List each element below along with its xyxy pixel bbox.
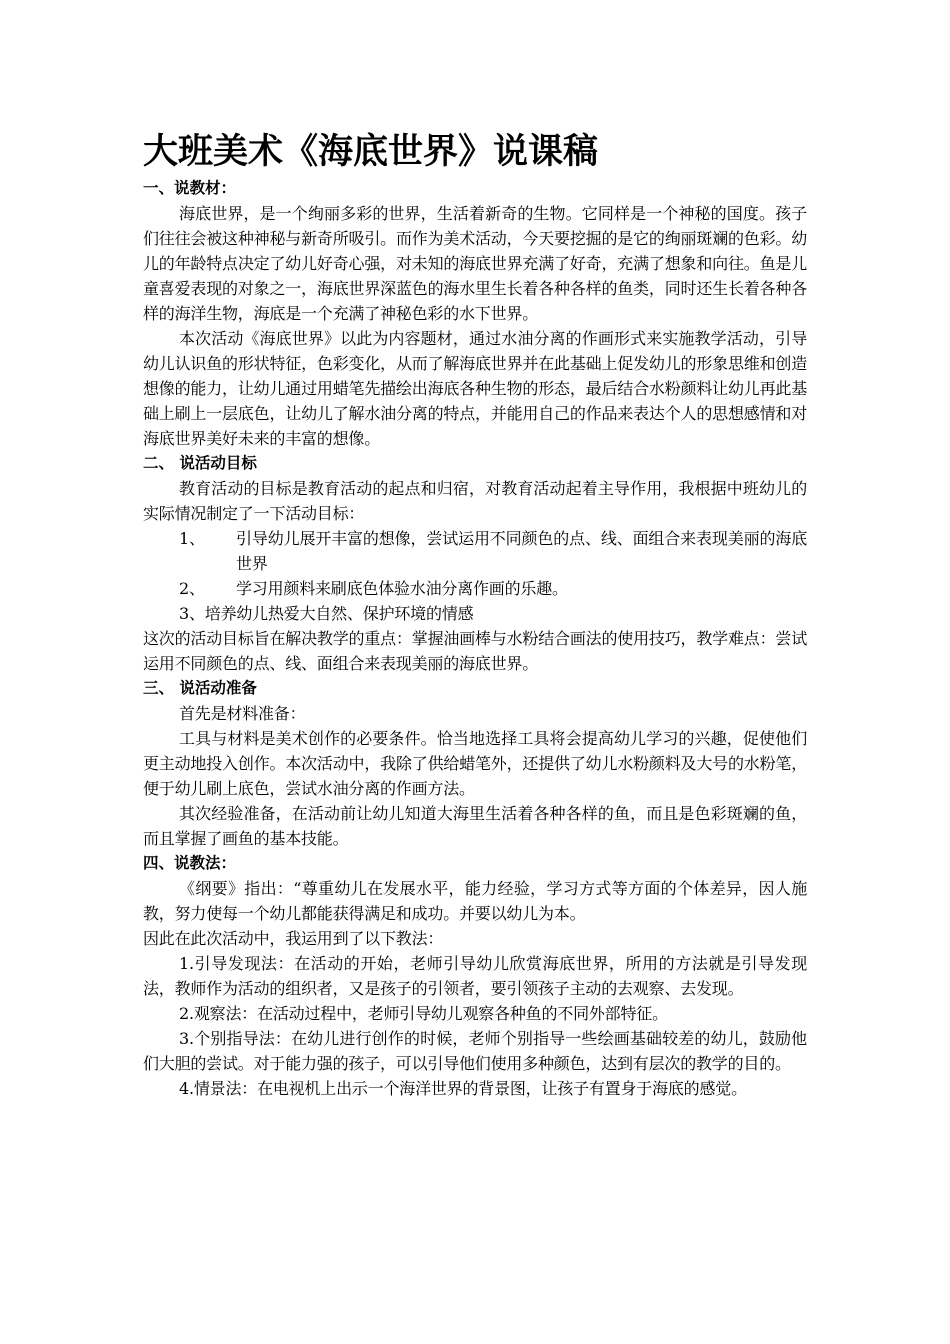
method-item: 4.情景法：在电视机上出示一个海洋世界的背景图，让孩子有置身于海底的感觉。 xyxy=(179,1079,747,1098)
goal-text: 引导幼儿展开丰富的想像，尝试运用不同颜色的点、线、面组合来表现美丽的海底世界 xyxy=(236,529,807,573)
paragraph: 工具与材料是美术创作的必要条件。恰当地选择工具将会提高幼儿学习的兴趣，促使他们更主动地投入创作。本次活动中，我除了供给蜡笔外，还提供了幼儿水粉颜料及大号的水粉笔，便于幼儿刷上底色，尝试水油分离的作画方法。 xyxy=(143,729,807,798)
section-heading-textbook: 一、说教材： xyxy=(143,179,237,197)
paragraph: 其次经验准备，在活动前让幼儿知道大海里生活着各种各样的鱼，而且是色彩斑斓的鱼，而且掌握了画鱼的基本技能。 xyxy=(143,804,807,848)
goal-number: 2、 xyxy=(179,579,205,598)
method-item: 1.引导发现法：在活动的开始，老师引导幼儿欣赏海底世界，所用的方法就是引导发现法，教师作为活动的组织者，又是孩子的引领者，要引领孩子主动的去观察、去发现。 xyxy=(143,954,807,998)
section-heading-methods: 四、说教法： xyxy=(143,854,237,872)
paragraph: 《纲要》指出：“尊重幼儿在发展水平，能力经验，学习方式等方面的个体差异，因人施教，努力使每一个幼儿都能获得满足和成功。并要以幼儿为本。 xyxy=(143,879,807,923)
method-item: 3.个别指导法：在幼儿进行创作的时候，老师个别指导一些绘画基础较差的幼儿，鼓励他们大胆的尝试。对于能力强的孩子，可以引导他们使用多种颜色，达到有层次的教学的目的。 xyxy=(143,1029,807,1073)
section-heading-preparation: 三、 说活动准备 xyxy=(143,679,257,697)
goal-list-item xyxy=(143,526,807,576)
section-heading-goals: 二、 说活动目标 xyxy=(143,454,257,472)
goal-list-item xyxy=(143,576,807,601)
paragraph: 因此在此次活动中，我运用到了以下教法： xyxy=(143,929,444,948)
document-page xyxy=(143,128,807,1101)
goal-list-item: 3、培养幼儿热爱大自然、保护环境的情感 xyxy=(179,604,474,623)
paragraph: 首先是材料准备： xyxy=(179,704,306,723)
method-item: 2.观察法：在活动过程中，老师引导幼儿观察各种鱼的不同外部特征。 xyxy=(179,1004,668,1023)
paragraph: 本次活动《海底世界》以此为内容题材，通过水油分离的作画形式来实施教学活动，引导幼儿认识鱼的形状特征，色彩变化，从而了解海底世界并在此基础上促发幼儿的形象思维和创造想像的能力，让幼儿通过用蜡笔先描绘出海底各种生物的形态，最后结合水粉颜料让幼儿再此基础上刷上一层底色，让幼儿了解水油分离的特点，并能用自己的作品来表达个人的思想感情和对海底世界美好未来的丰富的想像。 xyxy=(143,329,807,448)
document-title: 大班美术《海底世界》说课稿 xyxy=(143,132,599,172)
paragraph: 这次的活动目标旨在解决教学的重点：掌握油画棒与水粉结合画法的使用技巧，教学难点：尝试运用不同颜色的点、线、面组合来表现美丽的海底世界。 xyxy=(143,629,807,673)
paragraph: 海底世界，是一个绚丽多彩的世界，生活着新奇的生物。它同样是一个神秘的国度。孩子们往往会被这种神秘与新奇所吸引。而作为美术活动，今天要挖掘的是它的绚丽斑斓的色彩。幼儿的年龄特点决定了幼儿好奇心强，对未知的海底世界充满了好奇，充满了想象和向往。鱼是儿童喜爱表现的对象之一，海底世界深蓝色的海水里生长着各种各样的鱼类，同时还生长着各种各样的海洋生物，海底是一个充满了神秘色彩的水下世界。 xyxy=(143,204,807,323)
goal-number: 1、 xyxy=(179,529,205,548)
goal-text: 学习用颜料来刷底色体验水油分离作画的乐趣。 xyxy=(236,579,568,598)
paragraph: 教育活动的目标是教育活动的起点和归宿，对教育活动起着主导作用，我根据中班幼儿的实际情况制定了一下活动目标： xyxy=(143,479,807,523)
